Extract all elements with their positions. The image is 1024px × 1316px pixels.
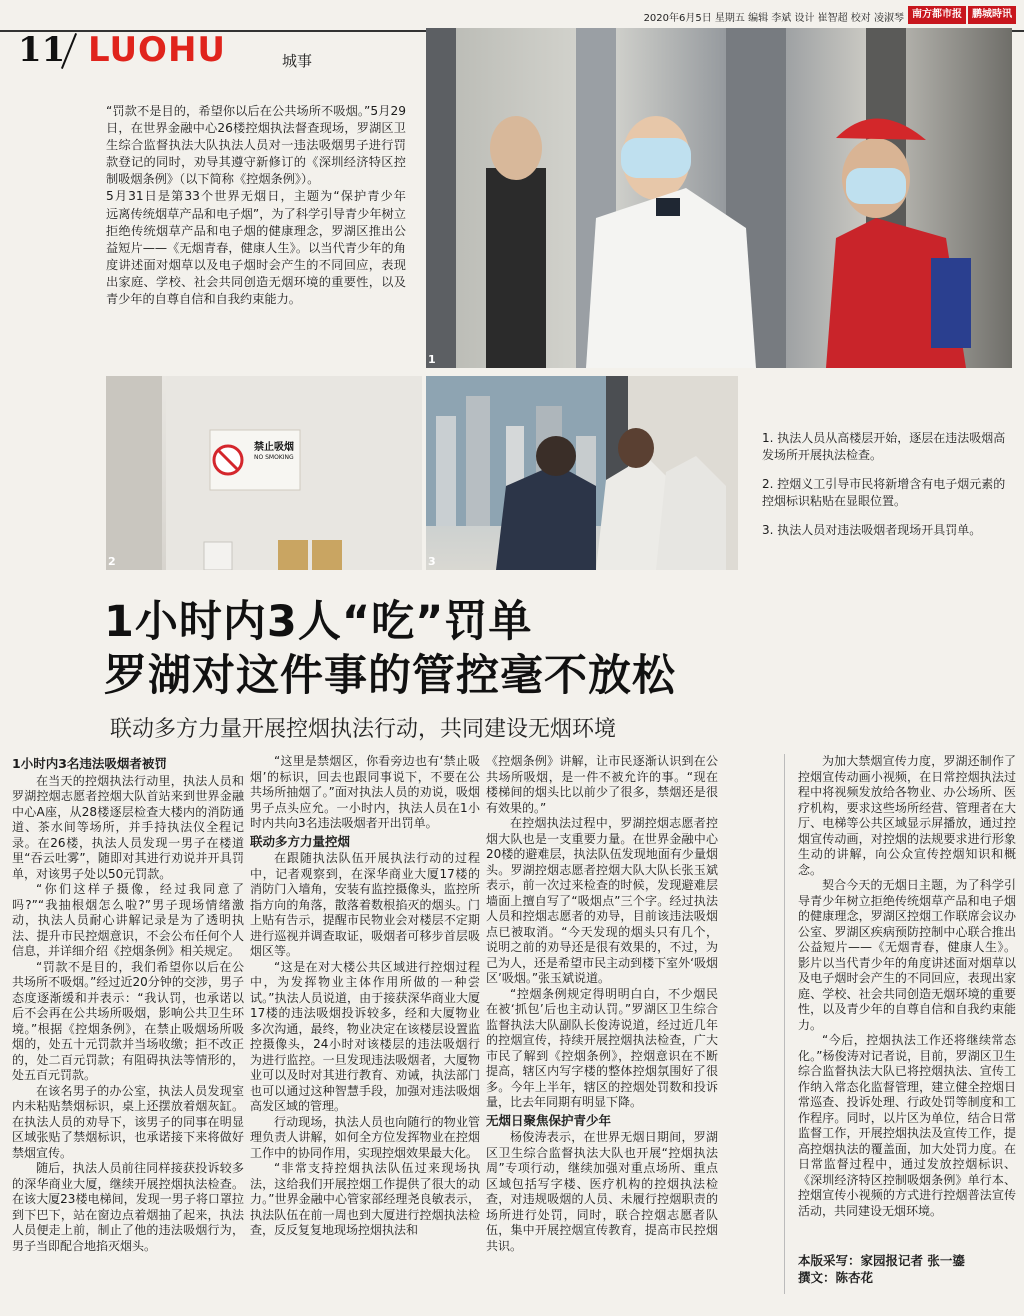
header-meta: 2020年6月5日 星期五 编辑 李斌 设计 崔智超 校对 凌淑琴 — [643, 13, 904, 24]
brand-1: 南方都市报 — [908, 6, 966, 24]
column-divider — [784, 754, 785, 1294]
photo-2-number: 2 — [108, 555, 116, 568]
headline-line-2: 罗湖对这件事的管控毫不放松 — [104, 651, 676, 701]
lead-p2: 5月31日是第33个世界无烟日，主题为“保护青少年 远离传统烟草产品和电子烟”，为了科学引导青少年树立拒绝传统烟草产品和电子烟的健康理念，罗湖区推出公益短片——《无烟青春，健康人生》。以当代青少年的角度讲述面对烟草以及电子烟时会产生的不同回应，表现出家庭、学校、社会共同创造无烟环境的重要性，以及青少年的自尊自信和自我约束能力。 — [106, 189, 419, 307]
caption-2: 2. 控烟义工引导市民将新增含有电子烟元素的控烟标识粘贴在显眼位置。 — [762, 477, 1006, 508]
photo-3-number: 3 — [428, 555, 436, 568]
lead-text — [106, 103, 419, 308]
page-number: 11 — [18, 30, 66, 70]
col1-paragraph: 在当天的控烟执法行动里，执法人员和罗湖控烟志愿者控烟大队首站来到世界金融中心A座，从28楼逐层检查大楼内的消防通道、茶水间等场所，并手持执法仪全程记录。在26楼，执法人员发现一男子在楼道里“吞云吐雾”，随即对其进行劝说并开具罚单，对该男子处以50元罚款。 — [12, 773, 244, 881]
col4-paragraph: 契合今天的无烟日主题，为了科学引导青少年树立拒绝传统烟草产品和电子烟的健康理念，罗湖区控烟工作联席会议办公室、罗湖区疾病预防控制中心联合推出公益短片——《无烟青春，健康人生》。影片以当代青少年的角度讲述面对烟草以及电子烟时会产生的不同回应，表现出家庭、学校、社会共同创造无烟环境的重要性，以及青少年的自尊自信和自我约束能力。 — [798, 878, 1016, 1032]
sign-text-cn: 禁止吸烟 — [254, 442, 294, 453]
lead-p1: “罚款不是目的，希望你以后在公共场所不吸烟。”5月29日，在世界金融中心26楼控烟执法督查现场，罗湖区卫生综合监督执法大队执法人员对一违法吸烟男子进行罚款登记的同时，劝导其遵守新修订的《深圳经济特区控制吸烟条例》（以下简称《控烟条例》）。 — [106, 104, 406, 187]
col4-paragraph: “今后，控烟执法工作还将继续常态化。”杨俊涛对记者说，目前，罗湖区卫生综合监督执法大队已将控烟执法、宣传工作纳入常态化监督管理，建立健全控烟日常巡查、投诉处理、行政处罚等制度和工作程序。同时，以片区为单位，结合日常监督工作，开展控烟执法及宣传工作，提高控烟执法的覆盖面，加大处罚力度。在日常监督过程中，通过发放控烟标识、《深圳经济特区控制吸烟条例》单行本、控烟宣传小视频的方式进行控烟普法宣传活动，共同建设无烟环境。 — [798, 1033, 1016, 1218]
sign-text-en: NO SMOKING — [254, 454, 294, 461]
col2-paragraph: 行动现场，执法人员也向随行的物业管理负责人讲解，如何全方位发挥物业在控烟工作中的协同作用，实现控烟效果最大化。 — [250, 1114, 480, 1160]
section-sub: 城事 — [282, 52, 313, 70]
photo-3 — [426, 376, 738, 570]
article-column-3 — [486, 754, 718, 1254]
caption-1: 1. 执法人员从高楼层开始，逐层在违法吸烟高发场所开展执法检查。 — [762, 431, 1006, 462]
article-column-2 — [250, 754, 480, 1239]
caption-3: 3. 执法人员对违法吸烟者现场开具罚单。 — [762, 523, 982, 537]
byline-reporter: 本版采写：家园报记者 张一鎏 — [798, 1253, 965, 1268]
col3-paragraph: 在控烟执法过程中，罗湖控烟志愿者控烟大队也是一支重要力量。在世界金融中心20楼的避难层，执法队伍发现地面有少量烟头。罗湖控烟志愿者控烟大队大队长张玉斌表示，前一次过来检查的时候，发现避难层墙面上擅自写了“吸烟点”三个字。经过执法人员和控烟志愿者的劝导，目前该违法吸烟点已被取消。“今天发现的烟头只有几个，说明之前的劝导还是很有效果的，不过，为己为人，还是希望市民主动到楼下室外‘吸烟区’吸烟。”张玉斌说道。 — [486, 816, 718, 985]
photo-1-art — [426, 28, 1012, 368]
col3-heading: 无烟日聚焦保护青少年 — [486, 1112, 612, 1128]
col2-paragraph: “非常支持控烟执法队伍过来现场执法，这给我们开展控烟工作提供了很大的动力。”世界金融中心管家部经理尧良敏表示，执法队伍在前一周也到大厦进行控烟执法检查，反反复复地现场控烟执法和 — [250, 1161, 480, 1237]
brand-logo — [908, 6, 1016, 24]
col2-paragraph: “这是在对大楼公共区域进行控烟过程中，为发挥物业主体作用所做的一种尝试。”执法人员说道，由于接获深华商业大厦17楼的违法吸烟投诉较多，经和大厦物业多次沟通，最终，物业决定在该楼层设置监控摄像头，24小时对该楼层的违法吸烟行为进行监控。一旦发现违法吸烟者，大厦物业可以及时对其进行教育、劝诫，执法部门也可以通过这种智慧手段，加强对违法吸烟高发区域的管理。 — [250, 959, 480, 1113]
photo-2-art — [106, 376, 422, 570]
col1-paragraph: “你们这样子摄像，经过我同意了吗?”“我抽根烟怎么啦?”男子现场情绪激动，执法人员耐心讲解记录是为了透明执法、提升市民控烟意识，不会公布任何个人信息，并详细介绍《控烟条例》相关规定。 — [12, 882, 244, 958]
photo-3-art — [426, 376, 738, 570]
col2-heading: 联动多方力量控烟 — [250, 833, 351, 849]
section-name: LUOHU — [88, 30, 227, 70]
col3-paragraph: 《控烟条例》讲解，让市民逐渐认识到在公共场所吸烟，是一件不被允许的事。“现在楼梯间的烟头比以前少了很多，禁烟还是很有效果的。” — [486, 754, 718, 815]
col2-paragraph: “这里是禁烟区，你看旁边也有‘禁止吸烟’的标识，回去也跟同事说下，不要在公共场所抽烟了。”面对执法人员的劝说，吸烟男子点头应允。一小时内，执法人员在1小时内共向3名违法吸烟者开出罚单。 — [250, 754, 480, 830]
headline-line-1: 1小时内3人“吃”罚单 — [104, 597, 533, 647]
col1-paragraph: 随后，执法人员前往同样接获投诉较多的深华商业大厦，继续开展控烟执法检查。在该大厦23楼电梯间，发现一男子将口罩拉到下巴下，站在窗边点着烟抽了起来，执法人员便走上前，制止了他的违法吸烟行为，男子当即配合地掐灭烟头。 — [12, 1161, 244, 1253]
col2-paragraph: 在跟随执法队伍开展执法行动的过程中，记者观察到，在深华商业大厦17楼的消防门入墙角，安装有监控摄像头，监控所指方向的角落，散落着数根掐灭的烟头。门上贴有告示，提醒市民物业会对楼层不定期进行巡视并调查取证，吸烟者可移步首层吸烟区等。 — [250, 851, 480, 958]
photo-captions — [762, 430, 1012, 551]
photo-1-number: 1 — [428, 353, 436, 366]
col4-paragraph: 为加大禁烟宣传力度，罗湖还制作了控烟宣传动画小视频，在日常控烟执法过程中将视频发放给各物业、办公场所、医疗机构，要求这些场所经营、管理者在大厅、电梯等公共区域显示屏播放，通过控烟宣传动画，对控烟的法规要求进行形象生动的讲解，向公众宣传控烟知识和概念。 — [798, 754, 1016, 877]
col3-paragraph: “控烟条例规定得明明白白，不少烟民在被‘抓包’后也主动认罚。”罗湖区卫生综合监督执法大队副队长俊涛说道，经过近几年的控烟宣传，持续开展控烟执法检查，广大市民了解到《控烟条例》，控烟意识在不断提高，辖区内写字楼的整体控烟氛围好了很多。今年上半年，辖区的控烟处罚数和投诉量，比去年同期有明显下降。 — [486, 986, 718, 1109]
article-column-1 — [12, 754, 244, 1254]
photo-2 — [106, 376, 422, 570]
headline-subtitle: 联动多方力量开展控烟执法行动，共同建设无烟环境 — [110, 717, 617, 742]
col1-heading: 1小时内3名违法吸烟者被罚 — [12, 756, 167, 771]
col3-paragraph: 杨俊涛表示，在世界无烟日期间，罗湖区卫生综合监督执法大队也开展“控烟执法周”专项行动，继续加强对重点场所、重点区域包括写字楼、医疗机构的控烟执法检查，对违规吸烟的人员、未履行控烟职责的场所进行处罚，同时，联合控烟志愿者队伍，集中开展控烟宣传教育，提高市民控烟共识。 — [486, 1130, 718, 1253]
article-column-4 — [798, 754, 1016, 1219]
brand-2: 鹏城時讯 — [968, 6, 1016, 24]
col1-paragraph: “罚款不是目的，我们希望你以后在公共场所不吸烟。”经过近20分钟的交涉，男子态度逐渐缓和并表示：“我认罚，也承诺以后不会再在公共场所吸烟，影响公共卫生环境。”根据《控烟条例》，在禁止吸烟场所吸烟的，处五十元罚款并当场收缴；拒不改正的，处二百元罚款；有阻碍执法等情形的，处五百元罚款。 — [12, 959, 244, 1082]
byline-writer: 撰文：陈杏花 — [798, 1270, 874, 1285]
photo-1 — [426, 28, 1012, 368]
col1-paragraph: 在该名男子的办公室，执法人员发现室内未粘贴禁烟标识，桌上还摆放着烟灰缸。在执法人员的劝导下，该男子的同事在明显区域张贴了禁烟标识，也承诺接下来将做好禁烟宣传。 — [12, 1083, 244, 1160]
byline — [798, 1252, 1018, 1286]
